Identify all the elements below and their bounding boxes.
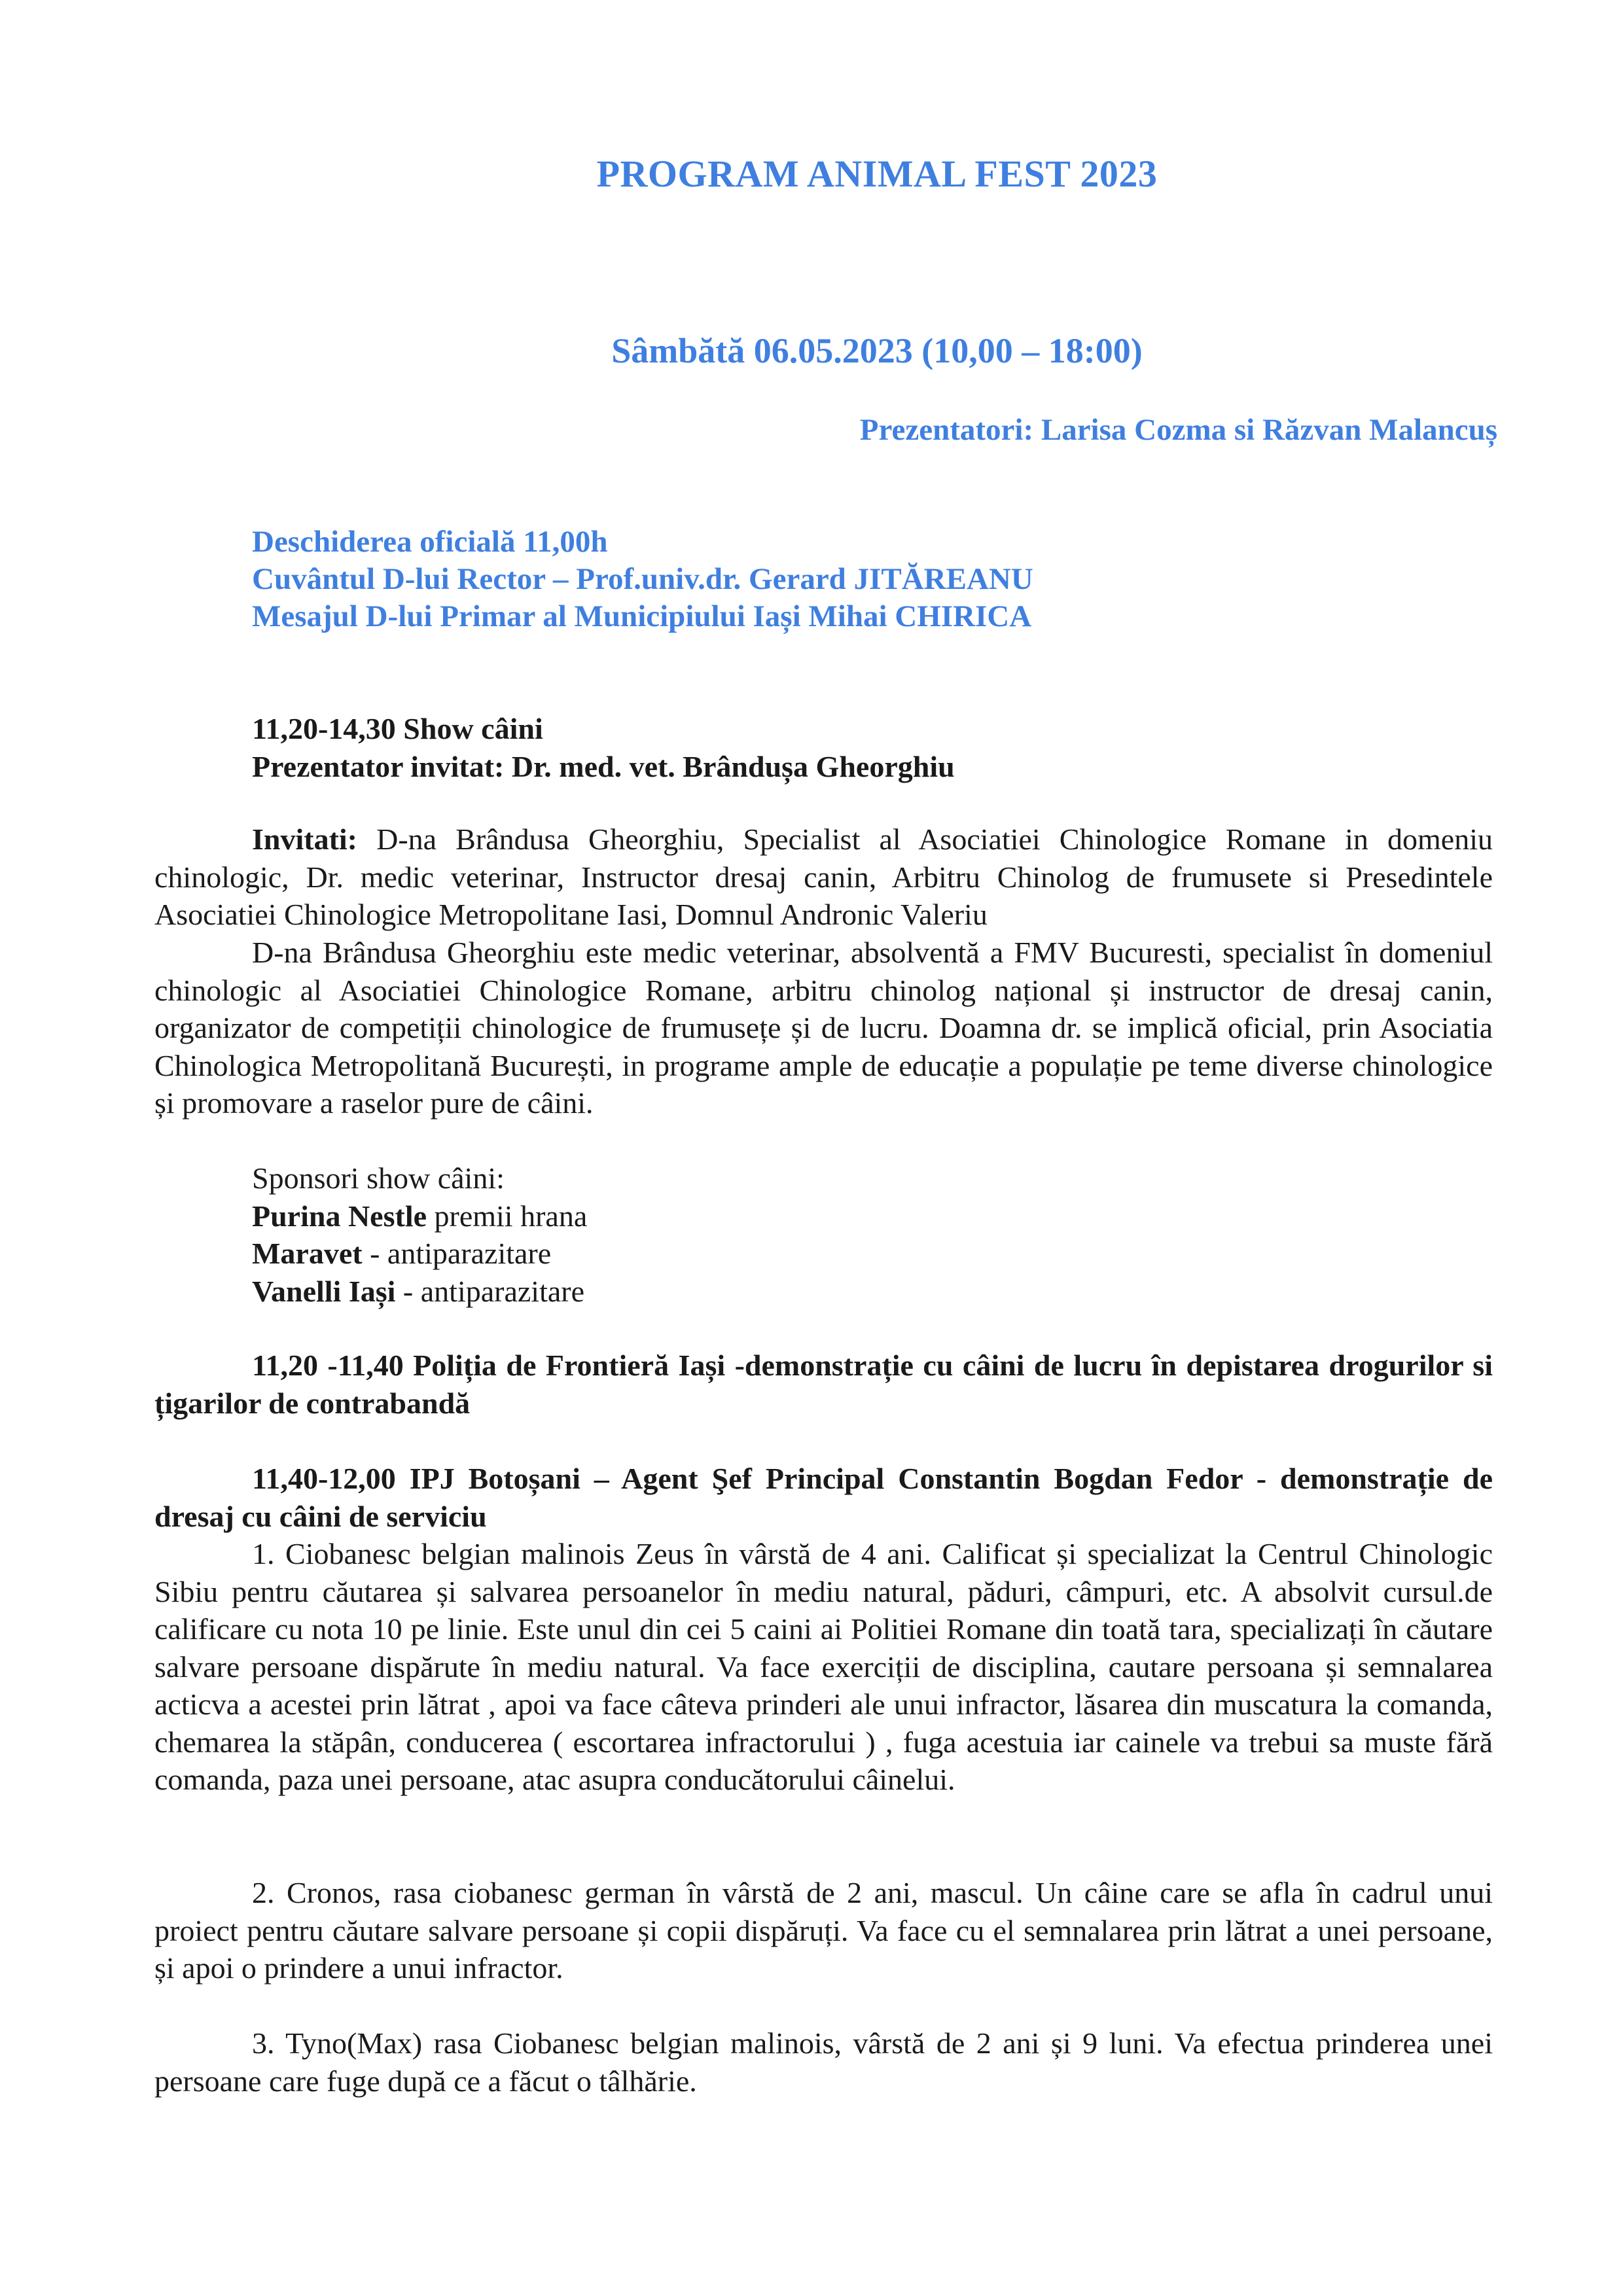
ipj-item-1: 1. Ciobanesc belgian malinois Zeus în vârstă de 4 ani. Calificat și specializat la Centrul Chinologic Sibiu pentru căutarea și salvarea persoanelor în mediu natural, păduri, câmpuri, etc. A absolvit cursul.de calificare cu nota 10 pe linie. Este unul din cei 5 caini ai Politiei Romane din toată tara, specializați în căutare salvare persoane dispărute în mediu natural. Va face exerciții de disciplina, cautare persoana și semnalarea acticva a acestei prin lătrat , apoi va face câteva prinderi ale unui infractor, lăsarea din muscatura la comanda, chemarea la stăpân, conducerea ( escortarea infractorului ) , fuga acestuia iar cainele va trebui sa muste fără comanda, paza unei persoane, atac asupra conducătorului câinelui. — [154, 1537, 1493, 1796]
border-police-paragraph: 11,20 -11,40 Poliția de Frontieră Iași -demonstrație cu câini de lucru în depistarea drogurilor si țigarilor de contrabandă — [154, 1349, 1493, 1420]
dog-show-time-title: 11,20-14,30 Show câini — [252, 712, 543, 745]
sponsor-name: Maravet — [252, 1237, 363, 1270]
sponsor-detail: premii hrana — [427, 1199, 588, 1233]
opening-line-1: Deschiderea oficială 11,00h — [252, 525, 608, 559]
dog-show-heading — [252, 710, 955, 785]
event-date: Sâmbătă 06.05.2023 (10,00 – 18:00) — [611, 331, 1143, 370]
opening-line-2: Cuvântul D-lui Rector – Prof.univ.dr. Gerard JITĂREANU — [252, 562, 1033, 596]
invited-text: D-na Brândusa Gheorghiu, Specialist al Asociatiei Chinologice Romane in domeniu chinologic, Dr. medic veterinar, Instructor dresaj canin, Arbitru Chinolog de frumusete si Presedintele Asociatiei Chinologice Metropolitane Iasi, Domnul Andronic Valeriu — [154, 822, 1493, 931]
invited-label: Invitati: — [252, 822, 357, 856]
presenters-line: Prezentatori: Larisa Cozma si Răzvan Malancuș — [859, 413, 1497, 447]
ipj-heading: 11,40-12,00 IPJ Botoșani – Agent Şef Principal Constantin Bogdan Fedor - demonstrație de dresaj cu câini de serviciu — [154, 1462, 1493, 1533]
ipj-item-3: 3. Tyno(Max) rasa Ciobanesc belgian malinois, vârstă de 2 ani și 9 luni. Va efectua prinderea unei persoane care fuge după ce a făcut o tâlhărie. — [154, 2026, 1493, 2098]
sponsor-detail: - antiparazitare — [362, 1237, 552, 1270]
ipj-item-2: 2. Cronos, rasa ciobanesc german în vârstă de 2 ani, mascul. Un câine care se afla în cadrul unui proiect pentru căutare salvare persoane și copii dispăruți. Va face cu el semnalarea prin lătrat a unei persoane, și apoi o prindere a unui infractor. — [154, 1876, 1493, 1985]
sponsor-name: Vanelli Iași — [252, 1274, 396, 1308]
invited-paragraph — [154, 821, 1493, 934]
sponsor-item — [252, 1235, 587, 1273]
opening-section — [252, 523, 1033, 635]
sponsor-name: Purina Nestle — [252, 1199, 427, 1233]
dog-show-guest-presenter: Prezentator invitat: Dr. med. vet. Brândușa Gheorghiu — [252, 749, 955, 783]
sponsor-detail: - antiparazitare — [395, 1274, 584, 1308]
page-title: PROGRAM ANIMAL FEST 2023 — [596, 152, 1158, 195]
sponsor-item — [252, 1273, 587, 1311]
opening-line-3: Mesajul D-lui Primar al Municipiului Iași Mihai CHIRICA — [252, 599, 1032, 633]
sponsors-section — [252, 1159, 587, 1310]
sponsor-item — [252, 1197, 587, 1235]
sponsors-heading: Sponsori show câini: — [252, 1161, 505, 1195]
bio-paragraph: D-na Brândusa Gheorghiu este medic veterinar, absolventă a FMV Bucuresti, specialist în domeniul chinologic al Asociatiei Chinologice Romane, arbitru chinolog național și instructor de dresaj canin, organizator de competiții chinologice de frumusețe și de lucru. Doamna dr. se implică oficial, prin Asociatia Chinologica Metropolitană București, in programe ample de educație a populație pe teme diverse chinologice și promovare a raselor pure de câini. — [154, 936, 1493, 1120]
